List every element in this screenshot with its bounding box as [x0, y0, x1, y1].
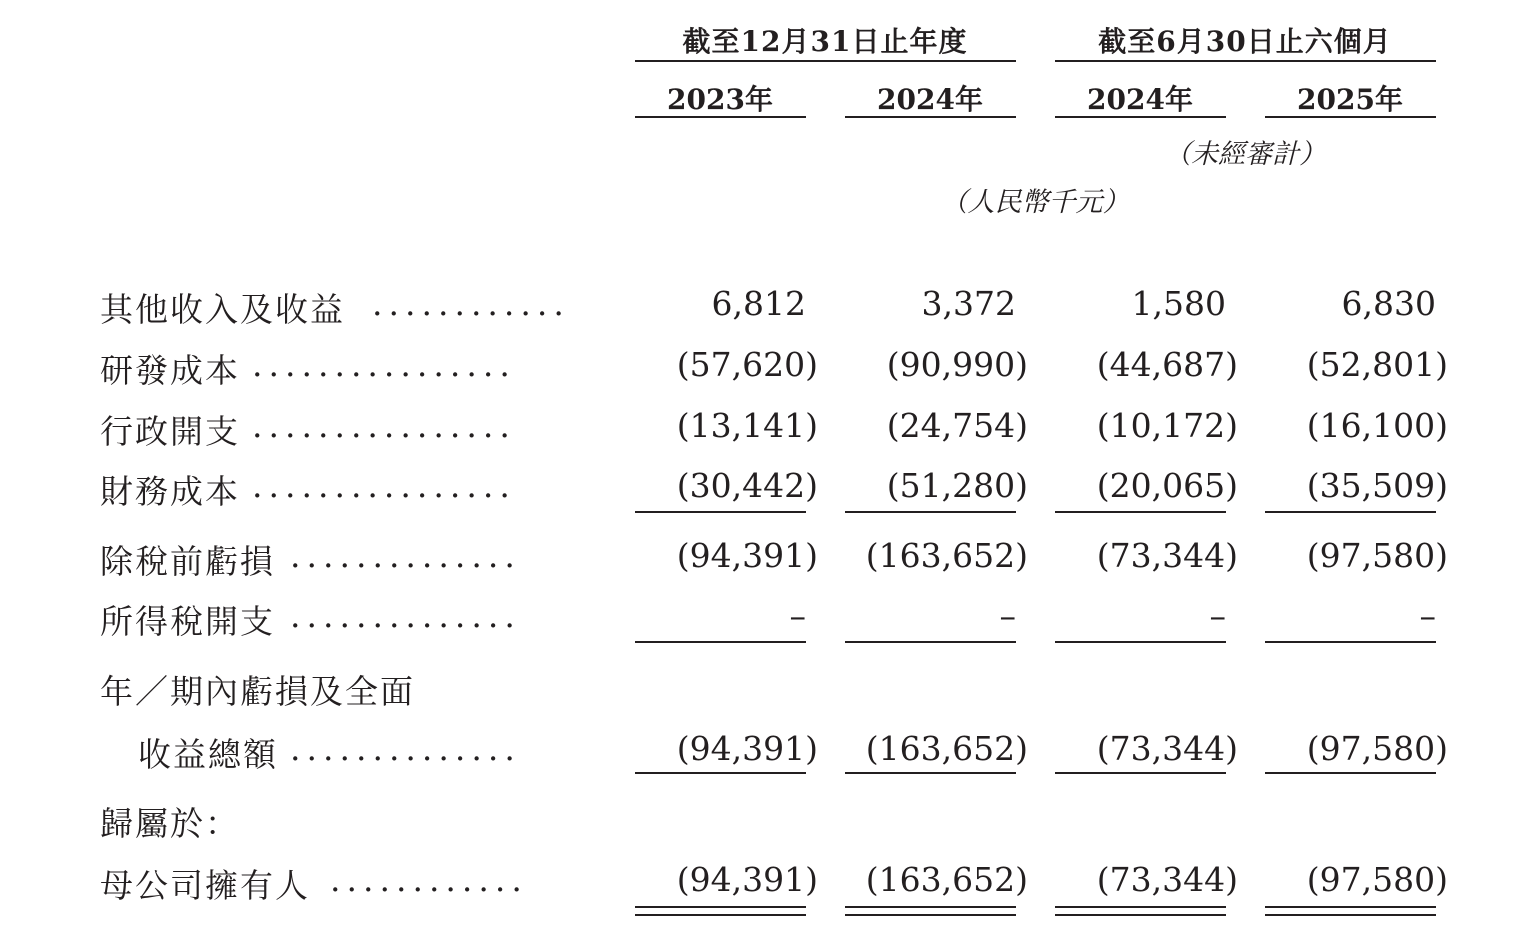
subtotal-rule	[635, 772, 806, 774]
header-rule	[635, 60, 1016, 62]
total-double-rule	[1055, 906, 1226, 916]
subtotal-rule	[1265, 641, 1436, 643]
leader-dots: ..............	[290, 536, 521, 575]
leader-dots: ............	[372, 284, 570, 323]
year-header-2024-interim: 2024年	[1087, 83, 1193, 116]
row-label: 除稅前虧損	[100, 542, 275, 581]
value-2024-interim: (44,687)	[1096, 345, 1238, 384]
leader-dots: ..............	[290, 596, 521, 635]
value-2023: (13,141)	[676, 406, 818, 445]
subtotal-rule	[845, 641, 1016, 643]
currency-note: （人民幣千元）	[940, 187, 1130, 218]
period-header-full-year: 截至12月31日止年度	[682, 25, 968, 58]
unaudited-note: （未經審計）	[1164, 139, 1326, 170]
value-2025-interim: (52,801)	[1306, 345, 1448, 384]
year-rule	[845, 116, 1016, 118]
value-2023: (57,620)	[676, 345, 818, 384]
value-2024-interim: (73,344)	[1096, 536, 1238, 575]
year-rule	[635, 116, 806, 118]
subtotal-rule	[845, 511, 1016, 513]
subtotal-rule	[845, 772, 1016, 774]
year-rule	[1055, 116, 1226, 118]
value-2024-interim: (73,344)	[1096, 860, 1238, 899]
value-2025-interim: (97,580)	[1306, 729, 1448, 768]
year-header-2023: 2023年	[667, 83, 773, 116]
leader-dots: ............	[330, 860, 528, 899]
value-2024-interim: (20,065)	[1096, 466, 1238, 505]
row-label: 歸屬於：	[100, 804, 240, 843]
row-label: 所得稅開支	[100, 602, 275, 641]
subtotal-rule	[1055, 641, 1226, 643]
value-2024: (24,754)	[886, 406, 1028, 445]
leader-dots: ..............	[290, 729, 521, 768]
value-2023: (30,442)	[676, 466, 818, 505]
value-2023: –	[789, 596, 806, 635]
header-rule	[1055, 60, 1436, 62]
value-2024-interim: –	[1209, 596, 1226, 635]
value-2024: 3,372	[921, 284, 1016, 323]
year-header-2025-interim: 2025年	[1297, 83, 1403, 116]
value-2025-interim: (97,580)	[1306, 860, 1448, 899]
value-2024-interim: 1,580	[1131, 284, 1226, 323]
year-rule	[1265, 116, 1436, 118]
total-double-rule	[1265, 906, 1436, 916]
row-label: 年／期內虧損及全面	[100, 672, 415, 711]
subtotal-rule	[1265, 772, 1436, 774]
row-label: 其他收入及收益	[100, 290, 345, 329]
leader-dots: ................	[252, 406, 516, 445]
value-2024-interim: (73,344)	[1096, 729, 1238, 768]
subtotal-rule	[635, 641, 806, 643]
value-2025-interim: (97,580)	[1306, 536, 1448, 575]
value-2025-interim: (35,509)	[1306, 466, 1448, 505]
row-label: 母公司擁有人	[100, 866, 310, 905]
value-2025-interim: (16,100)	[1306, 406, 1448, 445]
value-2024: (163,652)	[865, 729, 1028, 768]
total-double-rule	[845, 906, 1016, 916]
year-header-2024: 2024年	[877, 83, 983, 116]
leader-dots: ................	[252, 345, 516, 384]
subtotal-rule	[1055, 511, 1226, 513]
value-2024: –	[999, 596, 1016, 635]
value-2024: (163,652)	[865, 536, 1028, 575]
value-2023: (94,391)	[676, 729, 818, 768]
period-header-six-months: 截至6月30日止六個月	[1098, 25, 1392, 58]
value-2023: 6,812	[711, 284, 806, 323]
value-2024-interim: (10,172)	[1096, 406, 1238, 445]
row-label: 研發成本	[100, 351, 240, 390]
row-label: 收益總額	[138, 735, 278, 774]
value-2024: (90,990)	[886, 345, 1028, 384]
subtotal-rule	[635, 511, 806, 513]
subtotal-rule	[1055, 772, 1226, 774]
subtotal-rule	[1265, 511, 1436, 513]
value-2024: (163,652)	[865, 860, 1028, 899]
row-label: 行政開支	[100, 412, 240, 451]
row-label: 財務成本	[100, 472, 240, 511]
leader-dots: ................	[252, 466, 516, 505]
value-2025-interim: 6,830	[1341, 284, 1436, 323]
value-2023: (94,391)	[676, 860, 818, 899]
value-2023: (94,391)	[676, 536, 818, 575]
total-double-rule	[635, 906, 806, 916]
value-2024: (51,280)	[886, 466, 1028, 505]
value-2025-interim: –	[1419, 596, 1436, 635]
